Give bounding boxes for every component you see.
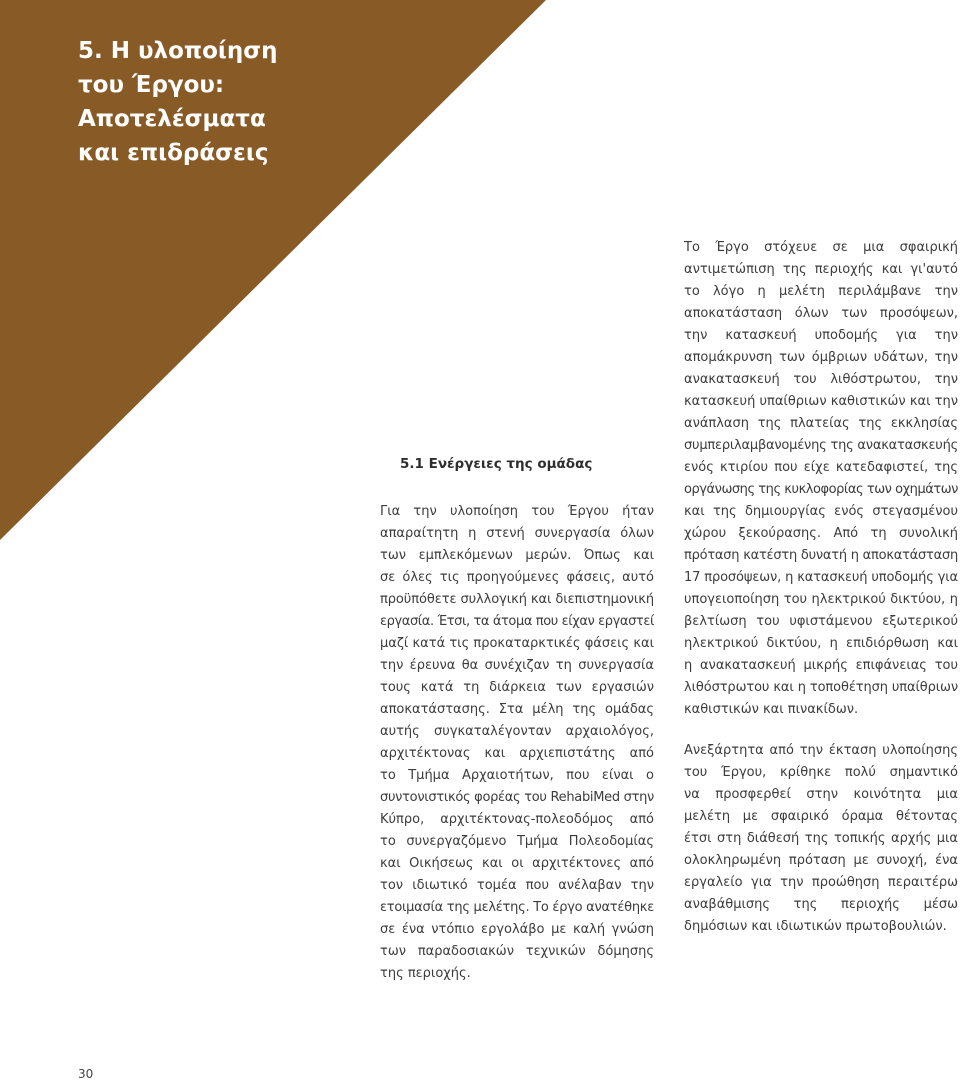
body-text-line: ανακατασκευή του λιθόστρωτου, την [684,372,958,387]
body-text-line: Το Έργο στόχευε σε μια σφαιρική [684,240,958,255]
body-text-line: αποκατάστασης. Στα μέλη της ομάδας [380,702,654,717]
body-text-line: απομάκρυνση των όμβριων υδάτων, την [684,350,958,365]
chapter-title-line: του Έργου: [78,72,225,98]
body-text-line: υπογειοποίηση του ηλεκτρικού δικτύου, η [684,592,958,607]
body-text-line: της περιοχής. [380,966,471,981]
body-text-line: συντονιστικός φορέας του RehabiMed στην [380,790,655,805]
body-text-line: και της δημιουργίας ενός στεγασμένου [684,504,958,519]
body-text-line: ετοιμασία της μελέτης. Το έργο ανατέθηκε [380,900,654,915]
chapter-title [78,34,318,170]
body-text-line: 17 προσόψεων, η κατασκευή υποδομής για [684,570,958,585]
chapter-title-line: Αποτελέσματα [78,106,266,132]
body-text-line: κατασκευή υπαίθριων καθιστικών και την [684,394,958,409]
body-text-line: σε ένα ντόπιο εργολάβο με καλή γνώση [380,922,654,937]
body-text-line: απαραίτητη η στενή συνεργασία όλων [380,526,654,541]
body-text-line: των εμπλεκόμενων μερών. Όπως και [380,548,654,563]
section-heading: 5.1 Ενέργειες της ομάδας [400,456,593,472]
chapter-title-line: 5. Η υλοποίηση [78,38,278,64]
body-text-line: την κατασκευή υποδομής για την [684,328,958,343]
body-text-line: αυτής συγκαταλέγονταν αρχαιολόγος, [380,724,654,739]
chapter-title-line: και επιδράσεις [78,140,269,166]
body-text-line: το συνεργαζόμενο Τμήμα Πολεοδομίας [380,834,654,849]
body-text-line: Για την υλοποίηση του Έργου ήταν [380,504,654,519]
body-text-line: το Τμήμα Αρχαιοτήτων, που είναι ο [380,768,654,783]
body-text-line: εργαλείο για την προώθηση περαιτέρω [684,875,958,890]
body-text-line: προϋπόθετε συλλογική και διεπιστημονική [380,592,654,607]
body-text-line: να προσφερθεί στην κοινότητα μια [684,787,958,802]
body-text-line: του Έργου, κρίθηκε πολύ σημαντικό [684,765,958,780]
body-text-line: συμπεριλαμβανομένης της ανακατασκευής [684,438,959,453]
body-text-line: χώρου ξεκούρασης. Από τη συνολική [684,526,958,541]
paragraph [684,740,958,938]
left-column-body [380,501,654,985]
body-text-line: τον ιδιωτικό τομέα που ανέλαβαν την [380,878,654,893]
body-text-line: οργάνωσης της κυκλοφορίας των οχημάτων [684,482,958,497]
body-text-line: καθιστικών και πινακίδων. [684,702,859,717]
body-text-line: των παραδοσιακών τεχνικών δόμησης [380,944,654,959]
body-text-line: εργασία. Έτσι, τα άτομα που είχαν εργαστεί [380,614,654,629]
body-text-line: ενός κτιρίου που είχε κατεδαφιστεί, της [684,460,958,475]
body-text-line: η ανακατασκευή μικρής επιφάνειας του [684,658,958,673]
body-text-line: βελτίωση του υφιστάμενου εξωτερικού [684,614,958,629]
body-text-line: ολοκληρωμένη πρόταση με συνοχή, ένα [684,853,958,868]
body-text-line: Ανεξάρτητα από την έκταση υλοποίησης [684,743,958,758]
page-number: 30 [78,1067,94,1081]
body-text-line: ανάπλαση της πλατείας της εκκλησίας [684,416,958,431]
body-text-line: δημόσιων και ιδιωτικών πρωτοβουλιών. [684,919,947,934]
body-text-line: σε όλες τις προηγούμενες φάσεις, αυτό [380,570,654,585]
body-text-line: αντιμετώπιση της περιοχής και γι'αυτό [684,262,958,277]
body-text-line: και Οικήσεως και οι αρχιτέκτονες από [380,856,654,871]
paragraph-gap [684,721,958,740]
paragraph [684,237,958,721]
body-text-line: την έρευνα θα συνέχιζαν τη συνεργασία [380,658,654,673]
body-text-line: έτσι στη διάθεσή της τοπικής αρχής μια [684,831,958,846]
body-text-line: ηλεκτρικού δικτύου, η επιδιόρθωση και [684,636,958,651]
body-text-line: μαζί κατά τις προκαταρκτικές φάσεις και [380,636,654,651]
body-text-line: το λόγο η μελέτη περιλάμβανε την [684,284,958,299]
body-text-line: πρόταση κατέστη δυνατή η αποκατάσταση [684,548,958,563]
body-text-line: μελέτη με σφαιρικό όραμα θέτοντας [684,809,958,824]
body-text-line: λιθόστρωτου και η τοποθέτηση υπαίθριων [684,680,958,695]
right-column-body [684,237,958,938]
body-text-line: τους κατά τη διάρκεια των εργασιών [380,680,654,695]
body-text-line: αποκατάσταση όλων των προσόψεων, [684,306,958,321]
body-text-line: αναβάθμισης της περιοχής μέσω [684,897,958,912]
body-text-line: αρχιτέκτονας και αρχιεπιστάτης από [380,746,654,761]
body-text-line: Κύπρο, αρχιτέκτονας-πολεοδόμος από [380,812,654,827]
